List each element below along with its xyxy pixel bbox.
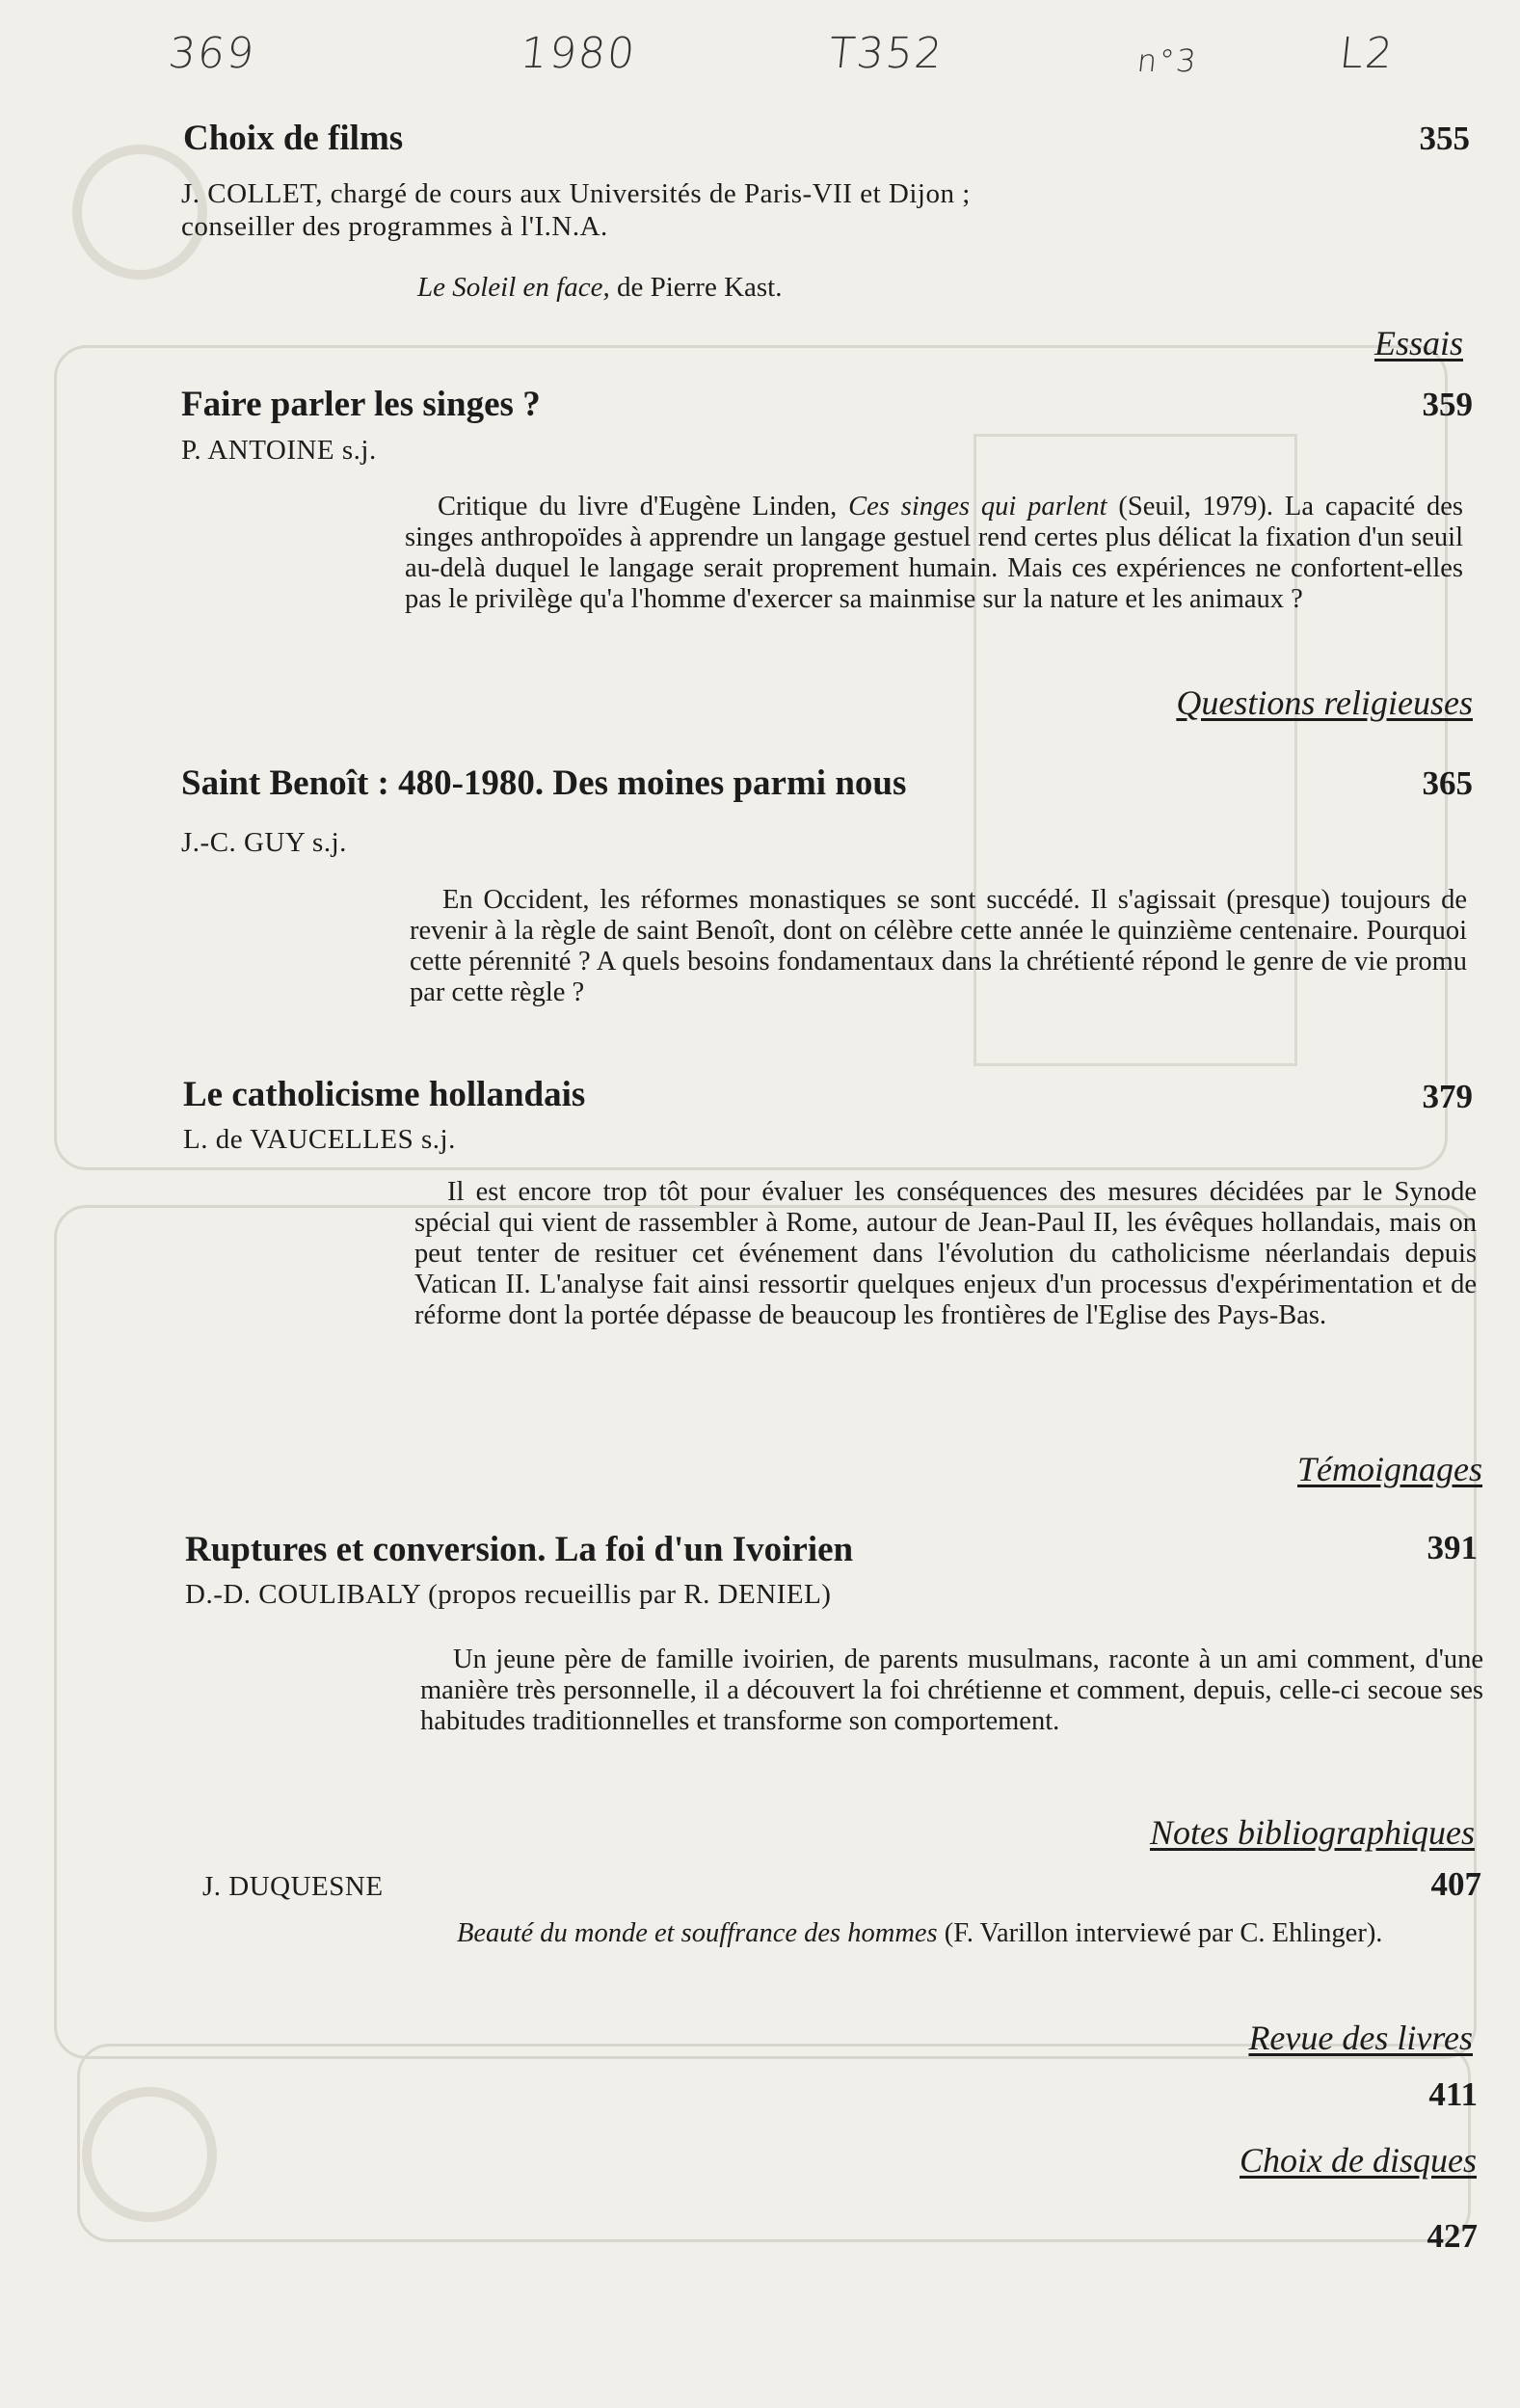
work-credit: de Pierre Kast. [609, 272, 783, 303]
abstract-text: (Seuil, 1979). La capacité des singes anthropoïdes à apprendre un langage gestuel rend certes plus délicat la fixation d'un seuil au-delà duquel le langage serait proprement humain. Mais ces expériences ne confortent-elles pas le privilège qu'a l'homme d'exercer sa mainmise sur la nature et les animaux ? [405, 492, 1464, 614]
entry-page-number: 411 [1428, 2075, 1478, 2113]
handwritten-note: 1980 [518, 29, 639, 78]
section-heading: Questions religieuses [1176, 683, 1473, 722]
section-heading: Témoignages [1297, 1450, 1482, 1488]
section-heading: Notes bibliographiques [1149, 1813, 1475, 1852]
handwritten-note: L2 [1337, 29, 1398, 78]
entry-author: J. DUQUESNE [202, 1871, 384, 1902]
entry-author: L. de VAUCELLES s.j. [183, 1124, 456, 1155]
abstract-text: Critique du livre d'Eugène Linden, [438, 492, 849, 522]
entry-page-number: 427 [1427, 2217, 1478, 2255]
entry-abstract: Un jeune père de famille ivoirien, de parents musulmans, raconte à un ami comment, d'une manière très personnelle, il a découvert la foi chrétienne et comment, depuis, celle-ci secoue ses habitudes traditionnelles et transforme son comportement. [420, 1645, 1483, 1736]
entry-author: J.-C. GUY s.j. [181, 827, 347, 858]
entry-title: Le catholicisme hollandais [183, 1075, 586, 1114]
entry-page-number: 365 [1422, 764, 1473, 802]
entry-title: Faire parler les singes ? [181, 385, 541, 424]
handwritten-note: T352 [826, 29, 947, 78]
entry-author: J. COLLET, chargé de cours aux Universités de Paris-VII et Dijon ; [181, 178, 971, 209]
entry-note [424, 1918, 1481, 1949]
entry-page-number: 407 [1430, 1865, 1481, 1903]
section-heading: Choix de disques [1240, 2141, 1477, 2180]
section-heading: Essais [1373, 324, 1463, 362]
handwritten-note: n°3 [1135, 42, 1200, 79]
entry-author: P. ANTOINE s.j. [181, 435, 377, 466]
work-title: Le Soleil en face, [417, 272, 610, 303]
entry-page-number: 359 [1422, 386, 1473, 423]
entry-work [417, 272, 783, 304]
entry-page-number: 355 [1419, 120, 1470, 157]
section-heading: Revue des livres [1248, 2019, 1473, 2057]
entry-abstract: Il est encore trop tôt pour évaluer les conséquences des mesures décidées par le Synode spécial qui vient de rassembler à Rome, autour de Jean-Paul II, les évêques hollandais, mais on peut tenter de resituer cet événement dans l'évolution du catholicisme néerlandais depuis Vatican II. L'analyse fait ainsi ressortir quelques enjeux d'un processus d'expérimentation et de réforme dont la portée dépasse de beaucoup les frontières de l'Eglise des Pays-Bas. [414, 1177, 1477, 1330]
entry-author: conseiller des programmes à l'I.N.A. [181, 211, 608, 242]
entry-title: Ruptures et conversion. La foi d'un Ivoirien [185, 1530, 854, 1569]
entry-author: D.-D. COULIBALY (propos recueillis par R. DENIEL) [185, 1579, 832, 1610]
bleed-through-logo [82, 2087, 217, 2222]
book-title: Beauté du monde et souffrance des hommes [457, 1918, 938, 1948]
entry-title: Saint Benoît : 480-1980. Des moines parmi nous [181, 763, 907, 803]
entry-abstract [405, 492, 1463, 615]
entry-abstract: En Occident, les réformes monastiques se sont succédé. Il s'agissait (presque) toujours de revenir à la règle de saint Benoît, dont on célèbre cette année le quinzième centenaire. Pourquoi cette pérennité ? A quels besoins fondamentaux dans la chrétienté répond le genre de vie promu par cette règle ? [410, 885, 1467, 1007]
book-title: Ces singes qui parlent [848, 492, 1107, 522]
handwritten-note: 369 [166, 29, 258, 78]
note-text: (F. Varillon interviewé par C. Ehlinger). [937, 1918, 1383, 1948]
entry-page-number: 391 [1427, 1529, 1478, 1566]
entry-title: Choix de films [183, 119, 404, 158]
entry-page-number: 379 [1422, 1078, 1473, 1115]
